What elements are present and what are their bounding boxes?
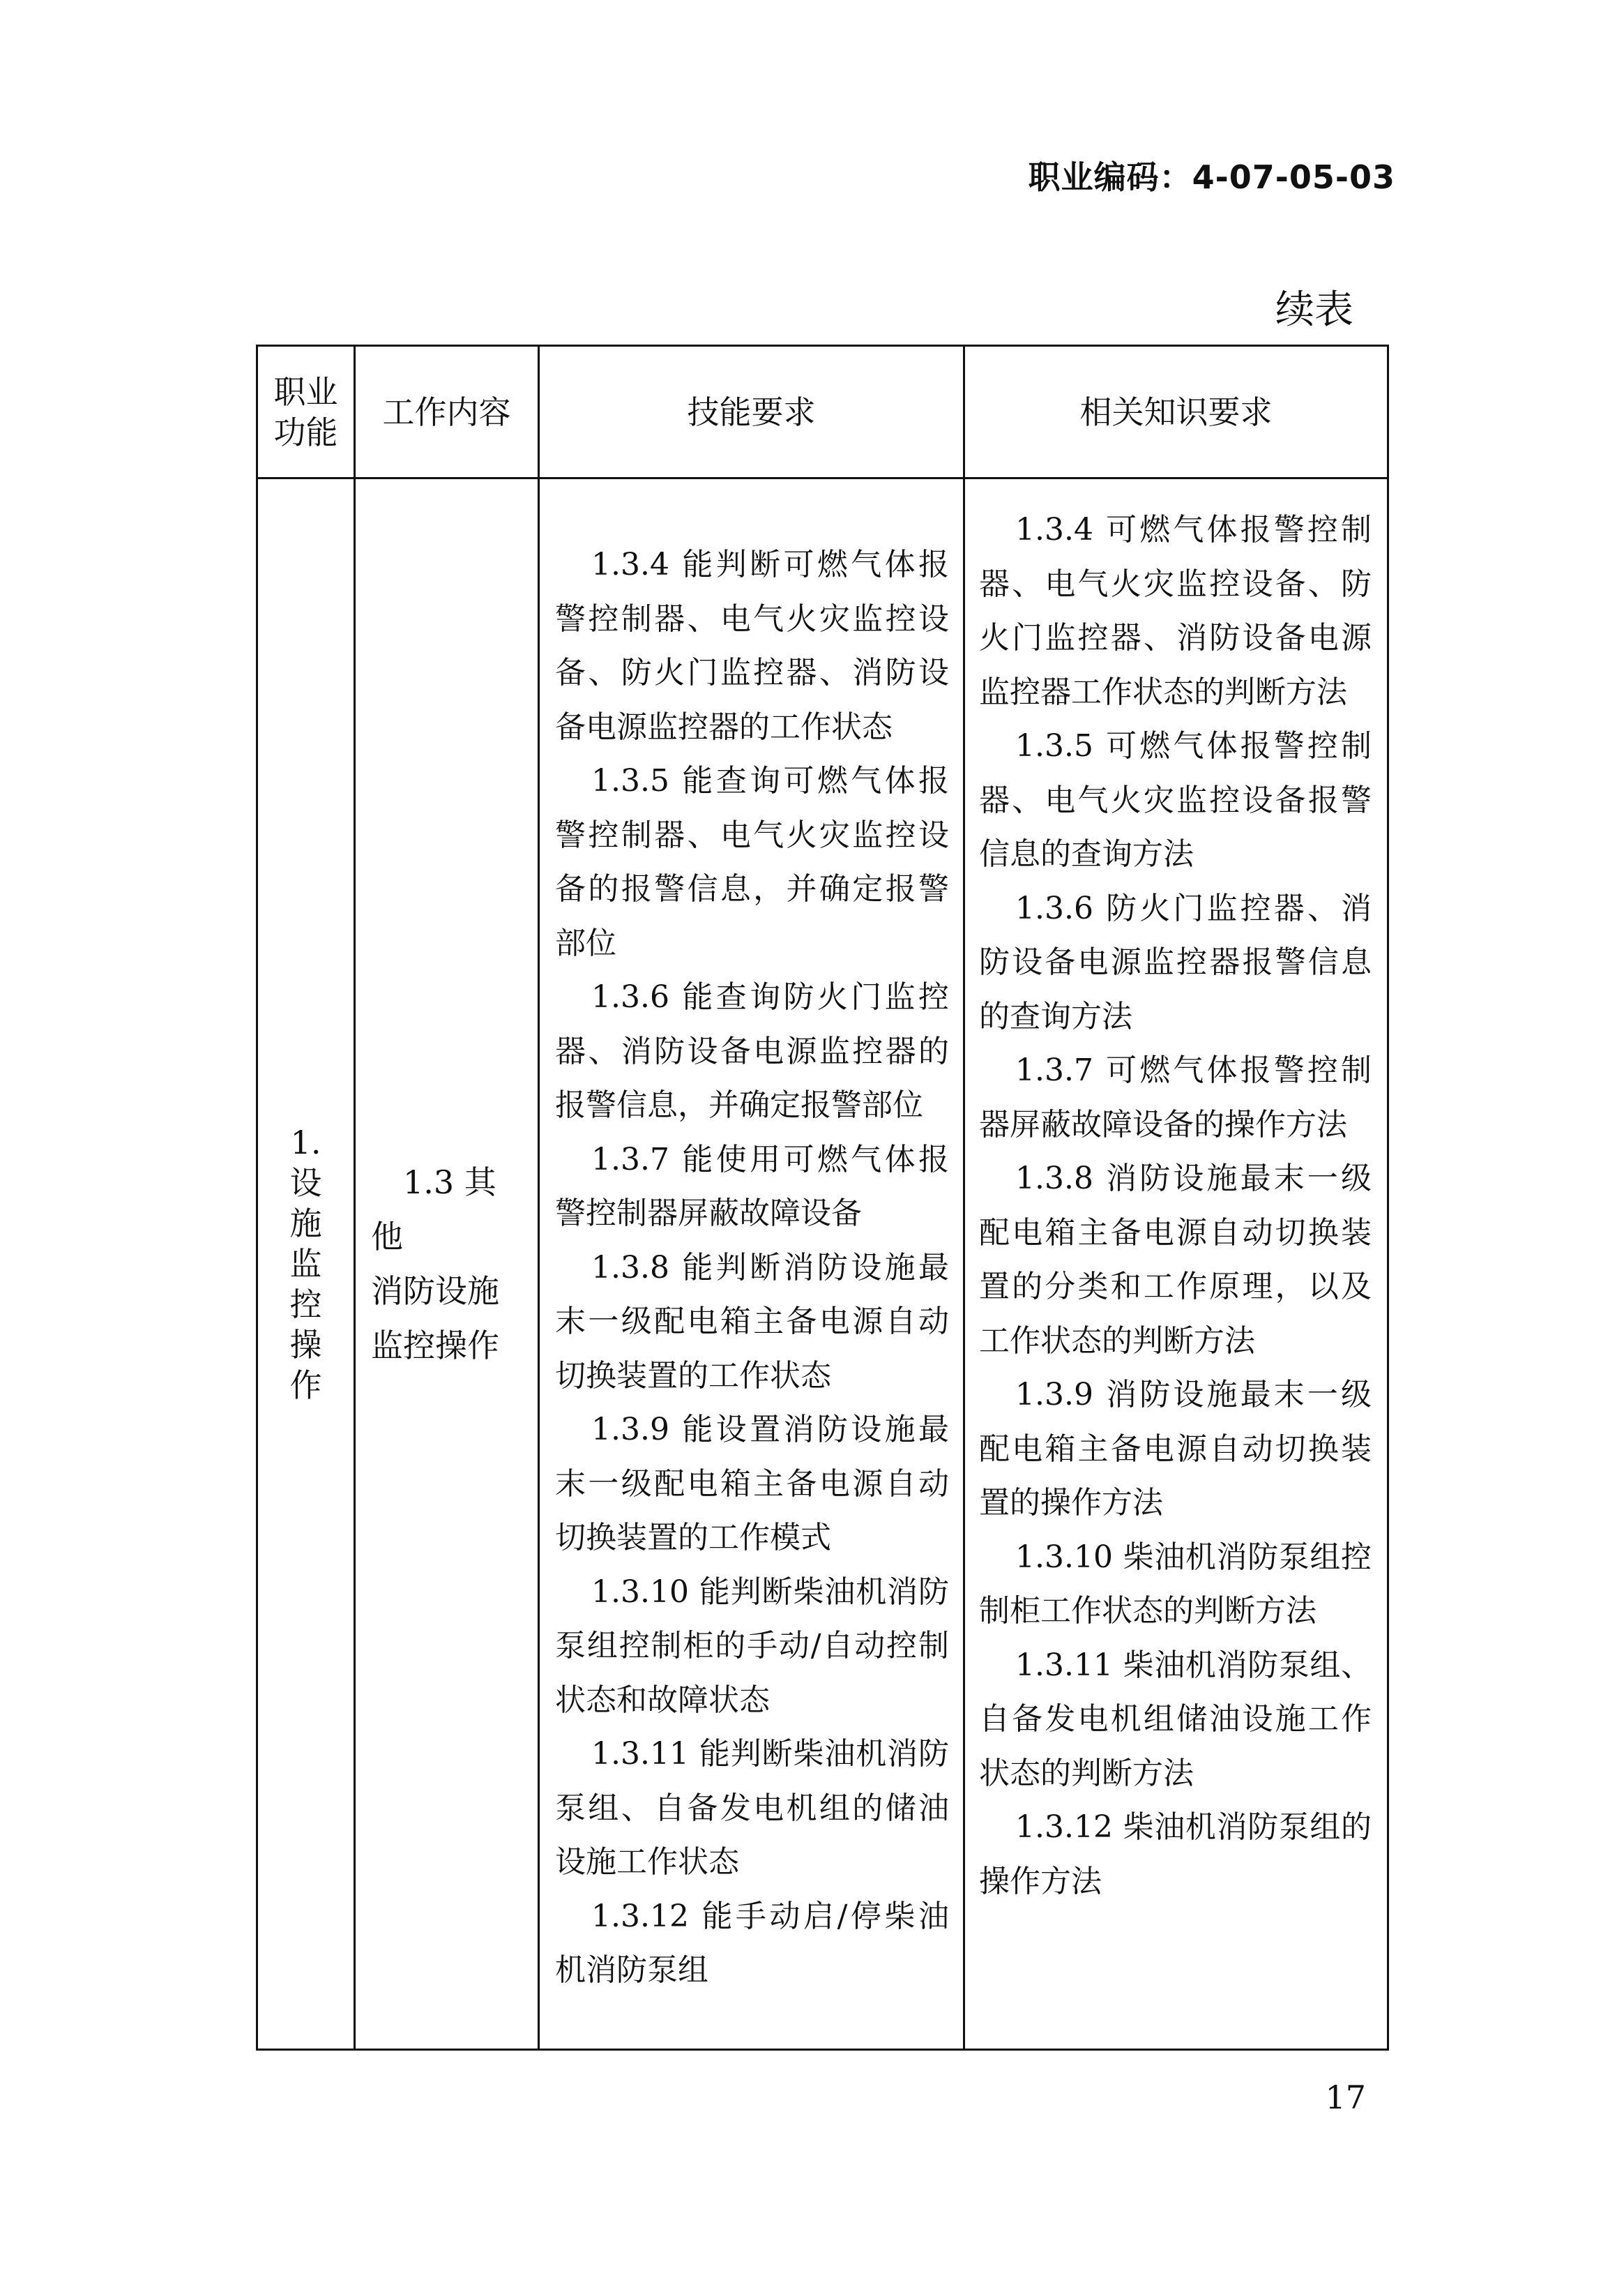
function-char: 施 bbox=[289, 1205, 322, 1242]
header-knowledge-requirements: 相关知识要求 bbox=[964, 346, 1388, 478]
header-job-function bbox=[257, 346, 355, 478]
requirements-table bbox=[256, 345, 1389, 2051]
knowledge-item: 1.3.7 可燃气体报警控制器屏蔽故障设备的操作方法 bbox=[979, 1053, 1372, 1142]
function-char: 控 bbox=[289, 1285, 322, 1323]
work-content-cell bbox=[355, 478, 539, 2050]
knowledge-item: 1.3.5 可燃气体报警控制器、电气火灾监控设备报警信息的查询方法 bbox=[979, 728, 1372, 872]
skill-item: 1.3.6 能查询防火门监控器、消防设备电源监控器的报警信息，并确定报警部位 bbox=[555, 979, 949, 1123]
knowledge-item: 1.3.10 柴油机消防泵组控制柜工作状态的判断方法 bbox=[979, 1539, 1372, 1629]
work-line: 1.3 其他 bbox=[371, 1163, 496, 1255]
skill-item: 1.3.10 能判断柴油机消防泵组控制柜的手动/自动控制状态和故障状态 bbox=[555, 1574, 949, 1718]
header-func-line: 职业 bbox=[273, 372, 338, 411]
skill-item: 1.3.8 能判断消防设施最末一级配电箱主备电源自动切换装置的工作状态 bbox=[555, 1249, 949, 1394]
job-function-cell bbox=[257, 478, 355, 2050]
function-char: 1. bbox=[290, 1124, 321, 1161]
table-row bbox=[257, 478, 1388, 2050]
work-line: 消防设施 bbox=[371, 1272, 499, 1310]
knowledge-item: 1.3.8 消防设施最末一级配电箱主备电源自动切换装置的分类和工作原理，以及工作状态的判断方法 bbox=[979, 1161, 1372, 1359]
knowledge-item: 1.3.6 防火门监控器、消防设备电源监控器报警信息的查询方法 bbox=[979, 890, 1372, 1034]
knowledge-item: 1.3.12 柴油机消防泵组的操作方法 bbox=[979, 1809, 1372, 1899]
knowledge-item: 1.3.11 柴油机消防泵组、自备发电机组储油设施工作状态的判断方法 bbox=[979, 1647, 1372, 1791]
function-char: 作 bbox=[289, 1366, 322, 1404]
job-code: 职业编码：4-07-05-03 bbox=[1028, 158, 1395, 196]
header-skill-requirements: 技能要求 bbox=[539, 346, 964, 478]
function-char: 操 bbox=[289, 1326, 322, 1364]
function-char: 设 bbox=[289, 1164, 322, 1202]
header-work-content: 工作内容 bbox=[355, 346, 539, 478]
skill-item: 1.3.11 能判断柴油机消防泵组、自备发电机组的储油设施工作状态 bbox=[555, 1736, 949, 1880]
skill-item: 1.3.7 能使用可燃气体报警控制器屏蔽故障设备 bbox=[555, 1141, 949, 1231]
knowledge-item: 1.3.4 可燃气体报警控制器、电气火灾监控设备、防火门监控器、消防设备电源监控器工作状态的判断方法 bbox=[979, 512, 1372, 710]
page-number: 17 bbox=[1325, 2079, 1366, 2116]
skill-item: 1.3.5 能查询可燃气体报警控制器、电气火灾监控设备的报警信息，并确定报警部位 bbox=[555, 763, 949, 961]
header-func-line: 功能 bbox=[273, 413, 338, 451]
knowledge-item: 1.3.9 消防设施最末一级配电箱主备电源自动切换装置的操作方法 bbox=[979, 1377, 1372, 1521]
skill-item: 1.3.12 能手动启/停柴油机消防泵组 bbox=[555, 1898, 949, 1988]
table-header-row bbox=[257, 346, 1388, 478]
function-char: 监 bbox=[289, 1245, 322, 1283]
work-line: 监控操作 bbox=[371, 1327, 499, 1364]
skill-item: 1.3.9 能设置消防设施最末一级配电箱主备电源自动切换装置的工作模式 bbox=[555, 1412, 949, 1555]
knowledge-cell bbox=[964, 478, 1388, 2050]
skills-cell bbox=[539, 478, 964, 2050]
continued-label: 续表 bbox=[1275, 287, 1353, 333]
skill-item: 1.3.4 能判断可燃气体报警控制器、电气火灾监控设备、防火门监控器、消防设备电源监控器的工作状态 bbox=[555, 547, 949, 745]
